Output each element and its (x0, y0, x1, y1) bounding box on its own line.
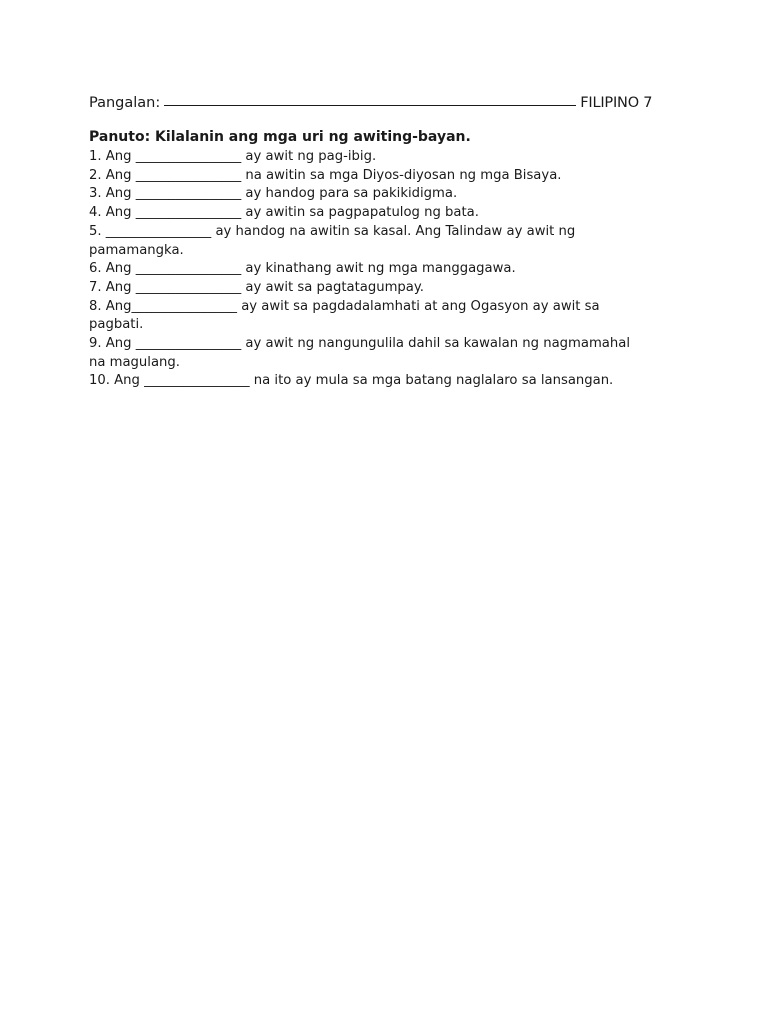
worksheet (89, 92, 689, 391)
name-label: Pangalan: (89, 95, 161, 111)
question-text-continuation: pagbati. (89, 317, 144, 333)
question-text-continuation: na magulang. (89, 354, 180, 370)
question-item-7 (89, 279, 689, 298)
header-line (89, 92, 689, 114)
question-item-9 (89, 335, 689, 372)
question-item-6 (89, 260, 689, 279)
question-item-8 (89, 298, 689, 335)
question-text: 6. Ang ________________ ay kinathang awit ng mga manggagawa. (89, 261, 516, 277)
instructions: Panuto: Kilalanin ang mga uri ng awiting-bayan. (89, 129, 471, 145)
question-item-5 (89, 223, 689, 260)
question-text: 1. Ang ________________ ay awit ng pag-ibig. (89, 149, 377, 164)
question-item-4 (89, 204, 689, 223)
question-text: 7. Ang ________________ ay awit sa pagtatagumpay. (89, 279, 424, 295)
question-text: 9. Ang ________________ ay awit ng nangungulila dahil sa kawalan ng nagmamahal (89, 336, 630, 352)
question-text: 4. Ang ________________ ay awitin sa pagpapatulog ng bata. (89, 205, 479, 221)
subject-label: FILIPINO 7 (580, 95, 653, 111)
question-text: 5. ________________ ay handog na awitin sa kasal. Ang Talindaw ay awit ng (89, 223, 576, 239)
question-item-1 (89, 148, 689, 167)
question-text: 8. Ang________________ ay awit sa pagdadalamhati at ang Ogasyon ay awit sa (89, 298, 600, 314)
question-text: 10. Ang ________________ na ito ay mula sa mga batang naglalaro sa lansangan. (89, 373, 614, 389)
question-list (89, 148, 689, 391)
question-item-10 (89, 372, 689, 391)
name-blank-line (164, 91, 576, 106)
question-item-2 (89, 167, 689, 186)
question-item-3 (89, 185, 689, 204)
question-text-continuation: pamamangka. (89, 242, 184, 258)
question-text: 3. Ang ________________ ay handog para sa pakikidigma. (89, 186, 458, 202)
question-text: 2. Ang ________________ na awitin sa mga Diyos-diyosan ng mga Bisaya. (89, 167, 562, 183)
